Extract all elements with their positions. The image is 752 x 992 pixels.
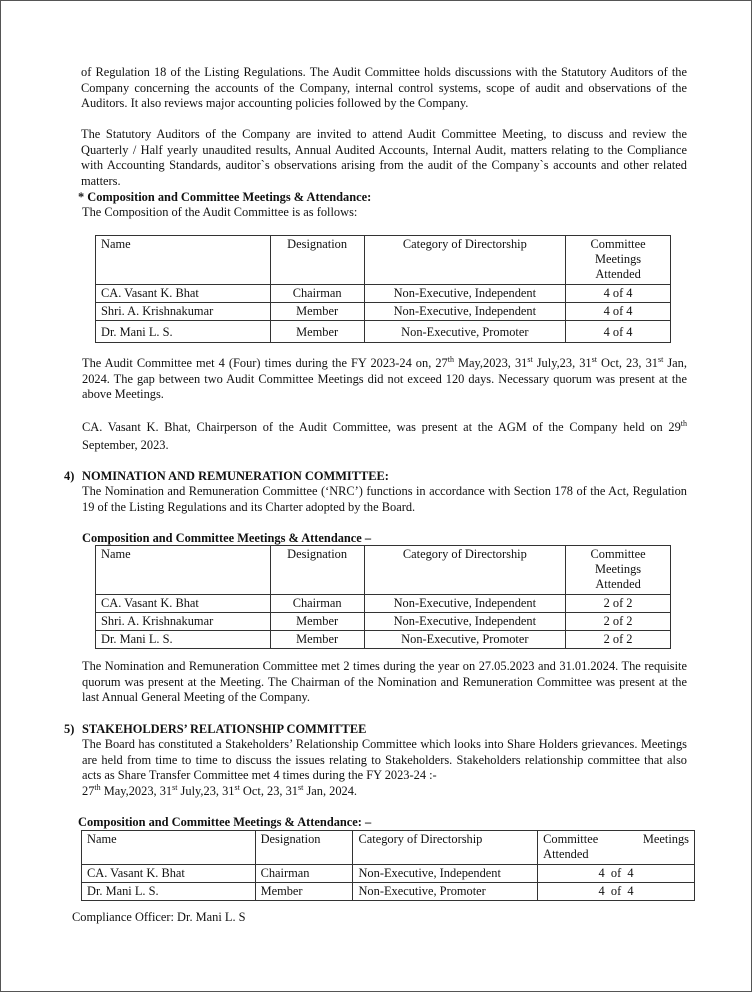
- cell-name: Shri. A. Krishnakumar: [96, 612, 271, 630]
- cell-category: Non-Executive, Independent: [364, 284, 566, 302]
- src-composition-heading: Composition and Committee Meetings & Attendance: –: [78, 815, 372, 829]
- audit-meetings-paragraph: The Audit Committee met 4 (Four) times during the FY 2023-24 on, 27th May,2023, 31st July,23, 31st Oct, 23, 31st Jan, 2024. The gap between two Audit Committee Meetings did not exceed 120 days. Necessary quorum was present at the above Meetings.: [82, 354, 687, 402]
- header-category: Category of Directorship: [353, 831, 538, 865]
- cell-designation: Member: [255, 883, 353, 901]
- header-name: Name: [96, 546, 271, 595]
- nrc-composition-heading: Composition and Committee Meetings & Attendance –: [82, 531, 372, 545]
- header-meetings-word3: Attended: [543, 847, 589, 862]
- cell-designation: Member: [270, 321, 364, 343]
- cell-designation: Chairman: [270, 284, 364, 302]
- header-meetings: Committee Meetings Attended: [566, 236, 671, 285]
- nrc-meetings-paragraph: The Nomination and Remuneration Committee met 2 times during the year on 27.05.2023 and 31.01.2024. The requisite quorum was present at the Meeting. The Chairman of the Nomination and Remuneration Committee was present at the last Annual General Meeting of the Company.: [82, 659, 687, 705]
- header-designation: Designation: [270, 236, 364, 285]
- audit-composition-heading: * Composition and Committee Meetings & Attendance:: [78, 190, 372, 204]
- cell-attendance: 4 of 4: [538, 865, 695, 883]
- table-row: [96, 321, 671, 343]
- table-row: [96, 631, 671, 649]
- audit-agm-paragraph: CA. Vasant K. Bhat, Chairperson of the Audit Committee, was present at the AGM of the Company held on 29th September, 2023.: [82, 418, 687, 452]
- section-number-4: 4): [64, 469, 75, 483]
- header-designation: Designation: [255, 831, 353, 865]
- cell-name: Dr. Mani L. S.: [82, 883, 256, 901]
- cell-category: Non-Executive, Independent: [364, 302, 566, 320]
- src-intro-paragraph: The Board has constituted a Stakeholders’ Relationship Committee which looks into Share Holders grievances. Meetings are held from time to time to discuss the issues relating to Stakeholders. Stakeholders relationship committee that also acts as Share Transfer Committee met 4 times during the FY 2023-24 :-: [82, 737, 687, 783]
- table-row: [82, 883, 695, 901]
- cell-designation: Member: [270, 302, 364, 320]
- section-number-5: 5): [64, 722, 75, 736]
- cell-designation: Chairman: [270, 594, 364, 612]
- table-row: [82, 865, 695, 883]
- header-designation: Designation: [270, 546, 364, 595]
- paragraph-statutory-auditors: The Statutory Auditors of the Company are invited to attend Audit Committee Meeting, to discuss and review the Quarterly / Half yearly unaudited results, Annual Audited Accounts, Internal Audit, matters relating to the Compliance with Accounting Standards, auditor`s observations arising from the audit of the Company`s accounts and other related matters.: [81, 127, 687, 188]
- cell-name: Shri. A. Krishnakumar: [96, 302, 271, 320]
- cell-attendance: 2 of 2: [566, 612, 671, 630]
- cell-attendance: 4 of 4: [566, 321, 671, 343]
- table-row: [96, 284, 671, 302]
- cell-name: CA. Vasant K. Bhat: [82, 865, 256, 883]
- audit-committee-table: [95, 235, 671, 343]
- cell-category: Non-Executive, Independent: [364, 612, 566, 630]
- cell-name: CA. Vasant K. Bhat: [96, 594, 271, 612]
- cell-designation: Chairman: [255, 865, 353, 883]
- header-name: Name: [96, 236, 271, 285]
- nrc-section-title: NOMINATION AND REMUNERATION COMMITTEE:: [82, 469, 389, 483]
- src-committee-table: [81, 830, 695, 901]
- nrc-intro-paragraph: The Nomination and Remuneration Committee (‘NRC’) functions in accordance with Section 178 of the Act, Regulation 19 of the Listing Regulations and its Charter adopted by the Board.: [82, 484, 687, 514]
- table-header-row: [96, 236, 671, 285]
- cell-designation: Member: [270, 631, 364, 649]
- header-meetings: Committee Meetings Attended: [566, 546, 671, 595]
- src-meeting-dates: 27th May,2023, 31st July,23, 31st Oct, 23, 31st Jan, 2024.: [82, 782, 358, 798]
- cell-attendance: 2 of 2: [566, 631, 671, 649]
- src-section-title: STAKEHOLDERS’ RELATIONSHIP COMMITTEE: [82, 722, 367, 736]
- cell-name: Dr. Mani L. S.: [96, 631, 271, 649]
- header-meetings-word1: Committee: [543, 832, 599, 846]
- cell-attendance: 2 of 2: [566, 594, 671, 612]
- cell-category: Non-Executive, Independent: [364, 594, 566, 612]
- cell-designation: Member: [270, 612, 364, 630]
- cell-name: Dr. Mani L. S.: [96, 321, 271, 343]
- header-category: Category of Directorship: [364, 236, 566, 285]
- cell-attendance: 4 of 4: [538, 883, 695, 901]
- cell-category: Non-Executive, Promoter: [364, 631, 566, 649]
- header-name: Name: [82, 831, 256, 865]
- nrc-committee-table: [95, 545, 671, 649]
- header-meetings: [538, 831, 695, 865]
- table-header-row: [82, 831, 695, 865]
- cell-attendance: 4 of 4: [566, 284, 671, 302]
- cell-attendance: 4 of 4: [566, 302, 671, 320]
- table-row: [96, 612, 671, 630]
- cell-category: Non-Executive, Promoter: [364, 321, 566, 343]
- compliance-officer: Compliance Officer: Dr. Mani L. S: [72, 910, 246, 924]
- cell-category: Non-Executive, Independent: [353, 865, 538, 883]
- audit-composition-intro: The Composition of the Audit Committee is as follows:: [82, 205, 358, 219]
- cell-name: CA. Vasant K. Bhat: [96, 284, 271, 302]
- table-row: [96, 302, 671, 320]
- cell-category: Non-Executive, Promoter: [353, 883, 538, 901]
- table-row: [96, 594, 671, 612]
- header-meetings-word2: Meetings: [642, 832, 689, 846]
- paragraph-audit-regulation: of Regulation 18 of the Listing Regulations. The Audit Committee holds discussions with the Statutory Auditors of the Company concerning the accounts of the Company, internal control systems, scope of audit and observations of the Auditors. It also reviews major accounting policies followed by the Company.: [81, 65, 687, 111]
- table-header-row: [96, 546, 671, 595]
- header-category: Category of Directorship: [364, 546, 566, 595]
